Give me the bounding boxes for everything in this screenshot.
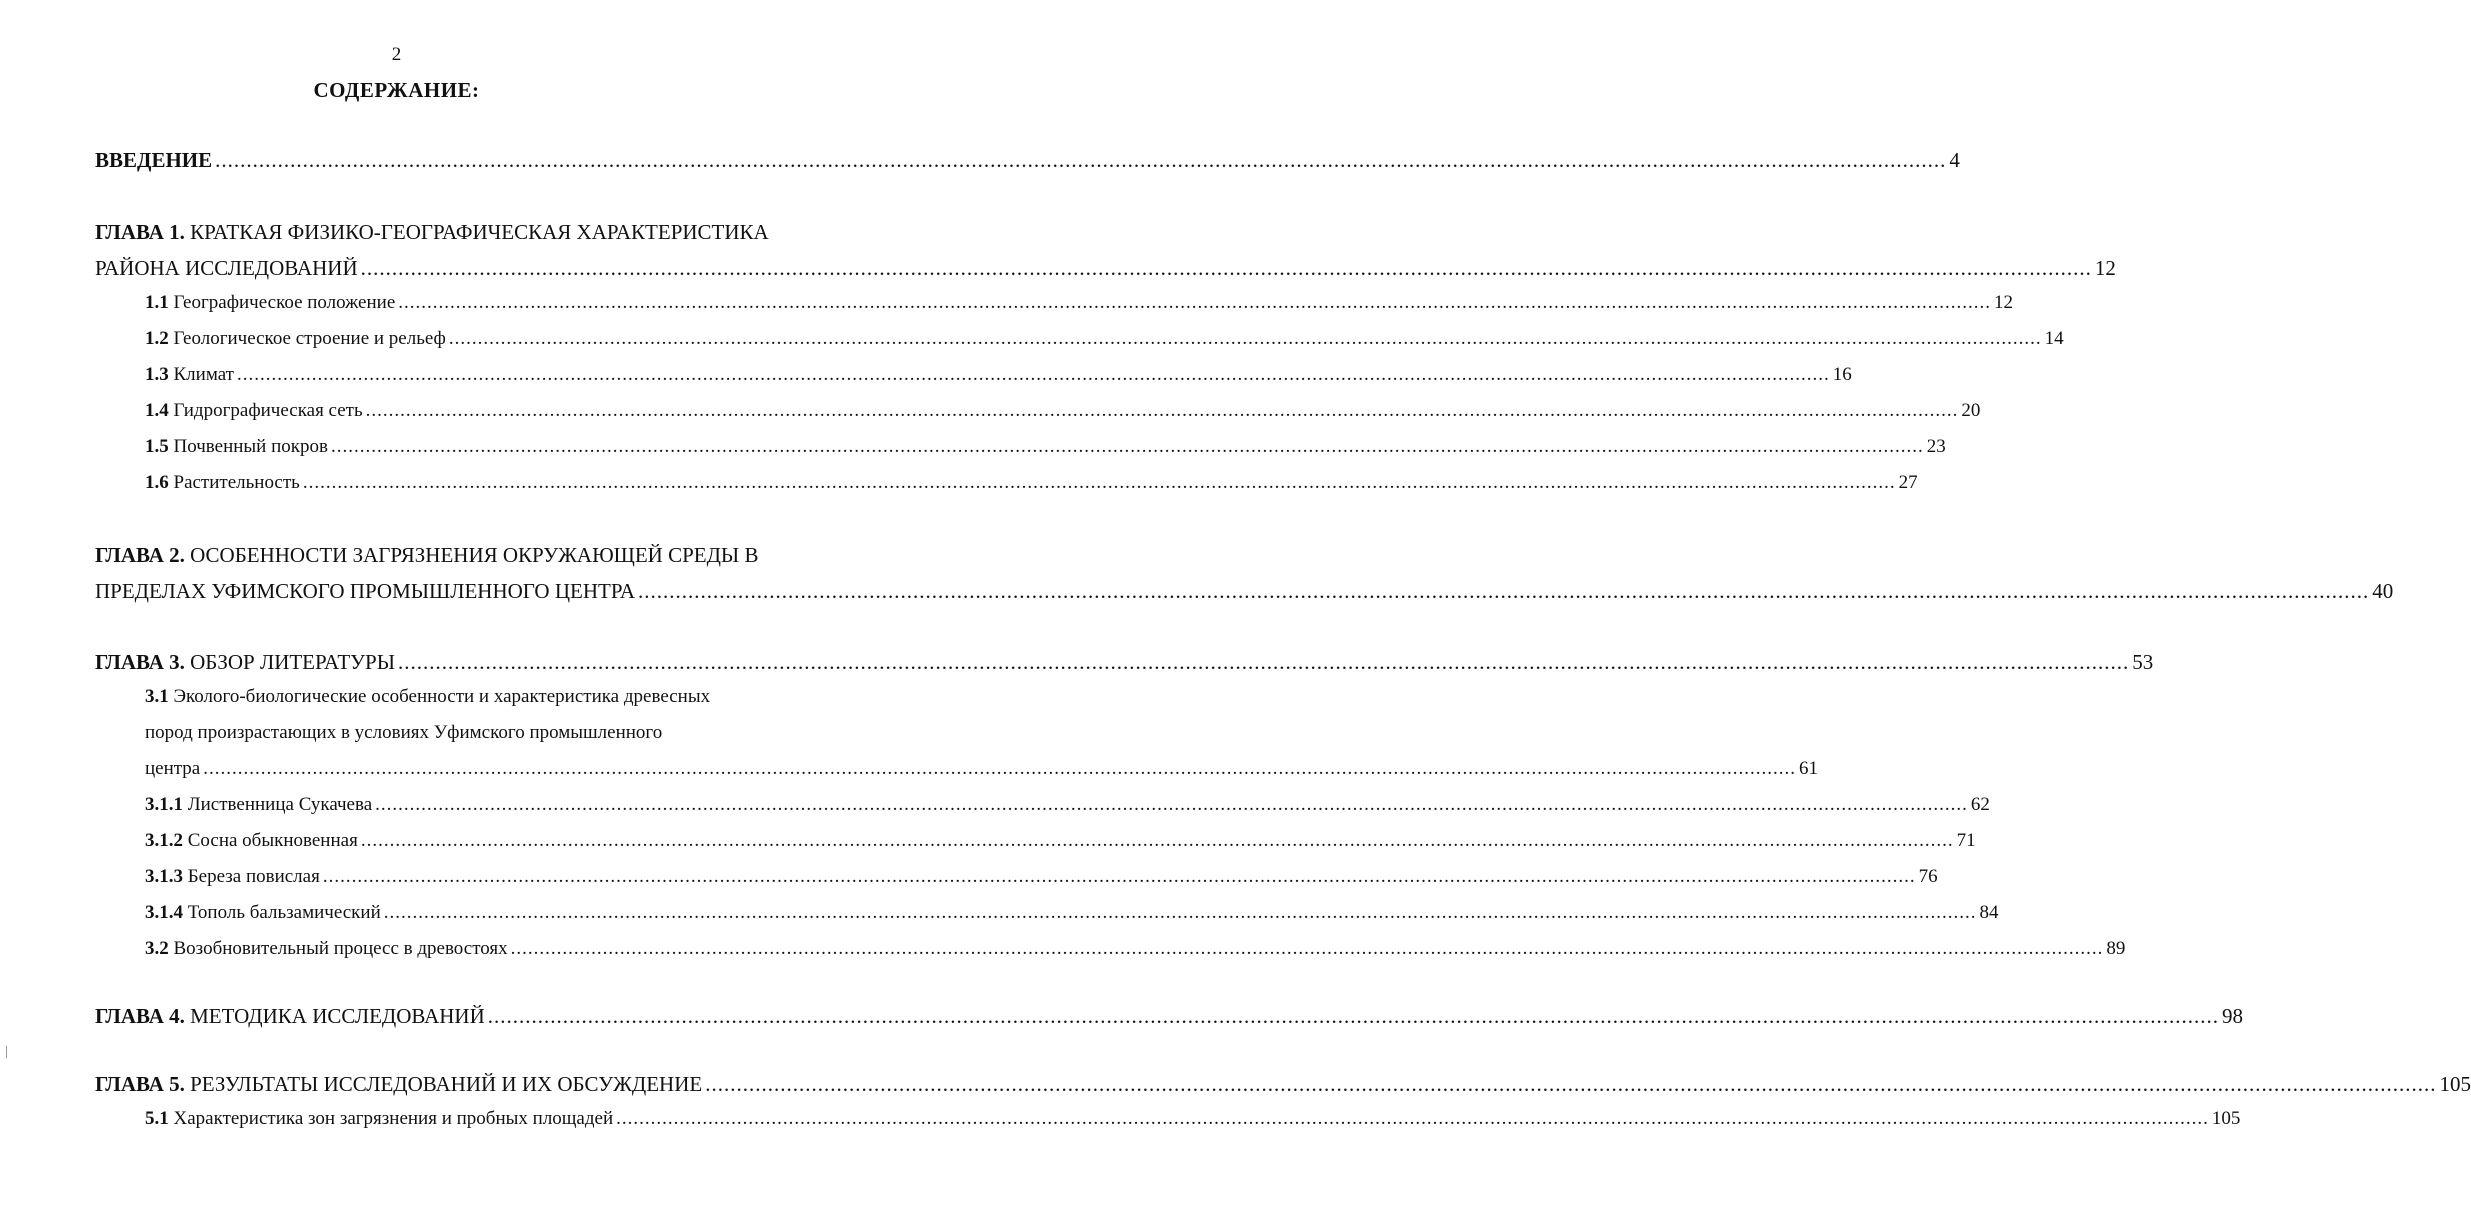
toc-entry-1-4[interactable] — [145, 400, 1981, 422]
toc-ch3-page: 53 — [2132, 650, 2154, 674]
leader-dots — [323, 866, 1916, 888]
toc-num: 3.2 — [145, 938, 169, 959]
leader-dots — [705, 1072, 2436, 1097]
leader-dots — [303, 472, 1896, 494]
toc-ch4-page: 98 — [2222, 1004, 2244, 1028]
toc-title-text: Растительность — [173, 472, 300, 493]
toc-intro-label: ВВЕДЕНИЕ — [95, 148, 213, 172]
toc-entry-1-3[interactable] — [145, 364, 1852, 386]
toc-num: 3.1.1 — [145, 794, 183, 815]
toc-ch3-num: ГЛАВА 3. — [95, 650, 185, 674]
toc-num: 3.1.4 — [145, 902, 183, 923]
toc-num: 5.1 — [145, 1108, 169, 1129]
toc-title-text: Геологическое строение и рельеф — [173, 328, 446, 349]
toc-page: 62 — [1970, 794, 1990, 815]
toc-entry-1-1[interactable] — [145, 292, 2014, 314]
toc-ch3-title: ОБЗОР ЛИТЕРАТУРЫ — [190, 650, 396, 674]
toc-ch2-line2: ПРЕДЕЛАХ УФИМСКОГО ПРОМЫШЛЕННОГО ЦЕНТРА — [95, 579, 635, 603]
toc-page: 89 — [2106, 938, 2126, 959]
toc-num: 1.5 — [145, 436, 169, 457]
leader-dots — [488, 1004, 2219, 1029]
toc-title-text: Почвенный покров — [173, 436, 328, 457]
toc-num: 1.3 — [145, 364, 169, 385]
toc-num: 3.1.2 — [145, 830, 183, 851]
toc-num: 1.2 — [145, 328, 169, 349]
toc-ch1-page: 12 — [2094, 256, 2116, 280]
toc-title-text: Возобновительный процесс в древостоях — [173, 938, 508, 959]
leader-dots — [203, 758, 1796, 780]
toc-num: 1.6 — [145, 472, 169, 493]
leader-dots — [616, 1108, 2209, 1130]
toc-title: СОДЕРЖАНИЕ: — [313, 78, 480, 102]
toc-entry-3-1[interactable] — [145, 758, 1818, 780]
leader-dots — [398, 292, 1991, 314]
toc-intro-page: 4 — [1949, 148, 1960, 172]
toc-entry-3-1-4[interactable] — [145, 902, 1999, 924]
toc-ch5-title: РЕЗУЛЬТАТЫ ИССЛЕДОВАНИЙ И ИХ ОБСУЖДЕНИЕ — [190, 1072, 703, 1096]
toc-title-text: Характеристика зон загрязнения и пробных площадей — [173, 1108, 614, 1129]
leader-dots — [366, 400, 1959, 422]
toc-page: 105 — [2211, 1108, 2241, 1129]
toc-page: 71 — [1956, 830, 1976, 851]
toc-entry-ch5[interactable] — [95, 1072, 2471, 1097]
toc-title-text: Климат — [173, 364, 234, 385]
leader-dots — [215, 148, 1946, 173]
toc-page: 20 — [1961, 400, 1981, 421]
toc-ch2-page: 40 — [2372, 579, 2394, 603]
leader-dots — [237, 364, 1830, 386]
toc-num: 3.1.3 — [145, 866, 183, 887]
toc-title-text: Лиственница Сукачева — [187, 794, 373, 815]
leader-dots — [375, 794, 1968, 816]
leader-dots — [638, 579, 2369, 604]
leader-dots — [384, 902, 1977, 924]
toc-entry-ch2-title[interactable] — [95, 543, 758, 568]
toc-entry-3-1-1[interactable] — [145, 794, 1990, 816]
toc-entry-1-6[interactable] — [145, 472, 1918, 494]
toc-entry-3-1-2[interactable] — [145, 830, 1976, 852]
toc-ch5-page: 105 — [2439, 1072, 2471, 1096]
toc-entry-1-2[interactable] — [145, 328, 2064, 350]
toc-entry-ch4[interactable] — [95, 1004, 2244, 1029]
toc-ch2-num: ГЛАВА 2. — [95, 543, 185, 567]
toc-entry-intro[interactable] — [95, 148, 1960, 173]
toc-page: 23 — [1926, 436, 1946, 457]
toc-entry-ch1[interactable] — [95, 256, 2116, 281]
toc-entry-1-5[interactable] — [145, 436, 1946, 458]
toc-ch1-line2: РАЙОНА ИССЛЕДОВАНИЙ — [95, 256, 358, 280]
toc-title-text: Тополь бальзамический — [187, 902, 381, 923]
toc-page: 61 — [1799, 758, 1818, 779]
toc-entry-3-2[interactable] — [145, 938, 2126, 960]
toc-ch2-line1: ОСОБЕННОСТИ ЗАГРЯЗНЕНИЯ ОКРУЖАЮЩЕЙ СРЕДЫ В — [190, 543, 759, 567]
leader-dots — [398, 650, 2129, 675]
toc-entry-3-1-line2[interactable]: пород произрастающих в условиях Уфимского промышленного — [145, 722, 663, 743]
toc-title-text: Географическое положение — [173, 292, 396, 313]
page-number: 2 — [391, 44, 402, 65]
toc-entry-3-1-3[interactable] — [145, 866, 1938, 888]
toc-num: 3.1 — [145, 686, 169, 707]
toc-page: 27 — [1898, 472, 1918, 493]
toc-title-text: Гидрографическая сеть — [173, 400, 363, 421]
toc-page: 12 — [1994, 292, 2014, 313]
toc-title-text: Береза повислая — [187, 866, 320, 887]
leader-dots — [449, 328, 2042, 350]
toc-ch1-num: ГЛАВА 1. — [95, 220, 185, 244]
toc-ch4-title: МЕТОДИКА ИССЛЕДОВАНИЙ — [190, 1004, 485, 1028]
toc-ch1-line1: КРАТКАЯ ФИЗИКО-ГЕОГРАФИЧЕСКАЯ ХАРАКТЕРИСТИКА — [190, 220, 769, 244]
leader-dots — [511, 938, 2104, 960]
toc-page: 16 — [1832, 364, 1852, 385]
toc-entry-ch3[interactable] — [95, 650, 2154, 675]
toc-title-text: центра — [145, 758, 201, 779]
toc-ch5-num: ГЛАВА 5. — [95, 1072, 185, 1096]
toc-page: 84 — [1979, 902, 1999, 923]
leader-dots — [361, 256, 2092, 281]
leader-dots — [331, 436, 1924, 458]
toc-entry-5-1[interactable] — [145, 1108, 2241, 1130]
toc-ch4-num: ГЛАВА 4. — [95, 1004, 185, 1028]
toc-num: 1.4 — [145, 400, 169, 421]
toc-entry-ch1-title[interactable] — [95, 220, 769, 245]
scan-mark — [6, 1046, 7, 1058]
toc-num: 1.1 — [145, 292, 169, 313]
toc-page: 14 — [2044, 328, 2064, 349]
leader-dots — [361, 830, 1954, 852]
toc-title-text: Сосна обыкновенная — [187, 830, 358, 851]
toc-page: 76 — [1918, 866, 1938, 887]
toc-title-text: Эколого-биологические особенности и характеристика древесных — [173, 686, 711, 707]
toc-entry-ch2[interactable] — [95, 579, 2394, 604]
toc-entry-3-1-line1[interactable] — [145, 686, 710, 708]
